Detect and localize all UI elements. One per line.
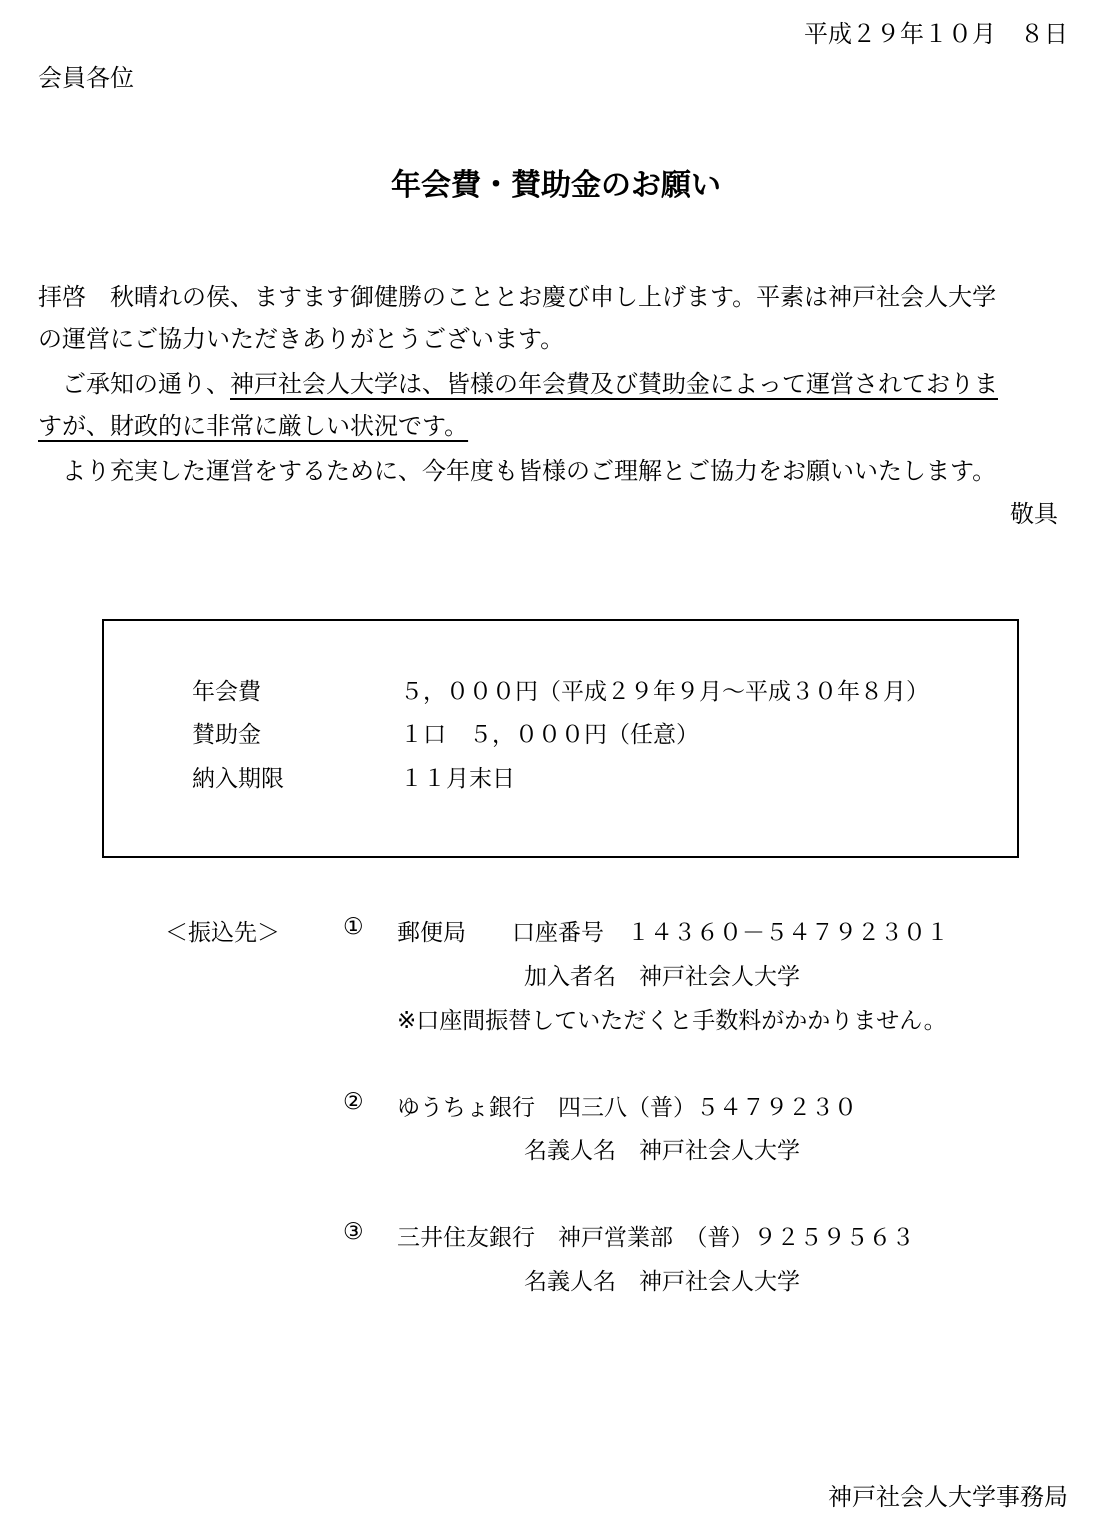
account-3-marker: ③ bbox=[343, 1219, 364, 1245]
fee-label-deadline: 納入期限 bbox=[192, 766, 284, 792]
account-1-marker: ① bbox=[343, 914, 364, 940]
body-line-3 bbox=[38, 364, 998, 399]
transfer-heading: ＜振込先＞ bbox=[165, 920, 280, 946]
document-title: 年会費・賛助金のお願い bbox=[391, 168, 721, 203]
body-line-4 bbox=[38, 406, 468, 441]
fee-label-support: 賛助金 bbox=[192, 722, 261, 748]
account-1-line-1: 郵便局 口座番号 １４３６０－５４７９２３０１ bbox=[397, 920, 949, 946]
sender-name: 神戸社会人大学事務局 bbox=[828, 1483, 1068, 1511]
body-line-5: より充実した運営をするために、今年度も皆様のご理解とご協力をお願いいたします。 bbox=[38, 457, 997, 485]
account-2-line-1: ゆうちょ銀行 四三八（普）５４７９２３０ bbox=[397, 1095, 857, 1121]
account-2-line-2: 名義人名 神戸社会人大学 bbox=[524, 1138, 800, 1164]
body-line-1: 拝啓 秋晴れの侯、ますます御健勝のこととお慶び申し上げます。平素は神戸社会人大学 bbox=[38, 283, 997, 311]
body-line-3-prefix: ご承知の通り、 bbox=[38, 370, 230, 398]
body-line-3-underlined: 神戸社会人大学は、皆様の年会費及び賛助金によって運営されておりま bbox=[230, 370, 998, 398]
account-3-line-1: 三井住友銀行 神戸営業部 （普）９２５９５６３ bbox=[397, 1225, 915, 1251]
document-date: 平成２９年１０月 ８日 bbox=[804, 20, 1068, 48]
account-1-note: ※口座間振替していただくと手数料がかかりません。 bbox=[397, 1008, 947, 1034]
fee-label-annual: 年会費 bbox=[192, 679, 261, 705]
body-line-4-underlined: すが、財政的に非常に厳しい状況です。 bbox=[38, 412, 469, 440]
closing-remark: 敬具 bbox=[1010, 500, 1058, 528]
account-1-line-2: 加入者名 神戸社会人大学 bbox=[524, 964, 800, 990]
addressee: 会員各位 bbox=[38, 64, 134, 92]
fee-value-deadline: １１月末日 bbox=[400, 766, 515, 792]
fee-value-support: １口 ５，０００円（任意） bbox=[400, 722, 699, 748]
body-line-2: の運営にご協力いただきありがとうございます。 bbox=[38, 325, 565, 353]
account-3-line-2: 名義人名 神戸社会人大学 bbox=[524, 1269, 800, 1295]
fee-value-annual: ５，０００円（平成２９年９月～平成３０年８月） bbox=[400, 679, 929, 705]
account-2-marker: ② bbox=[343, 1089, 364, 1115]
